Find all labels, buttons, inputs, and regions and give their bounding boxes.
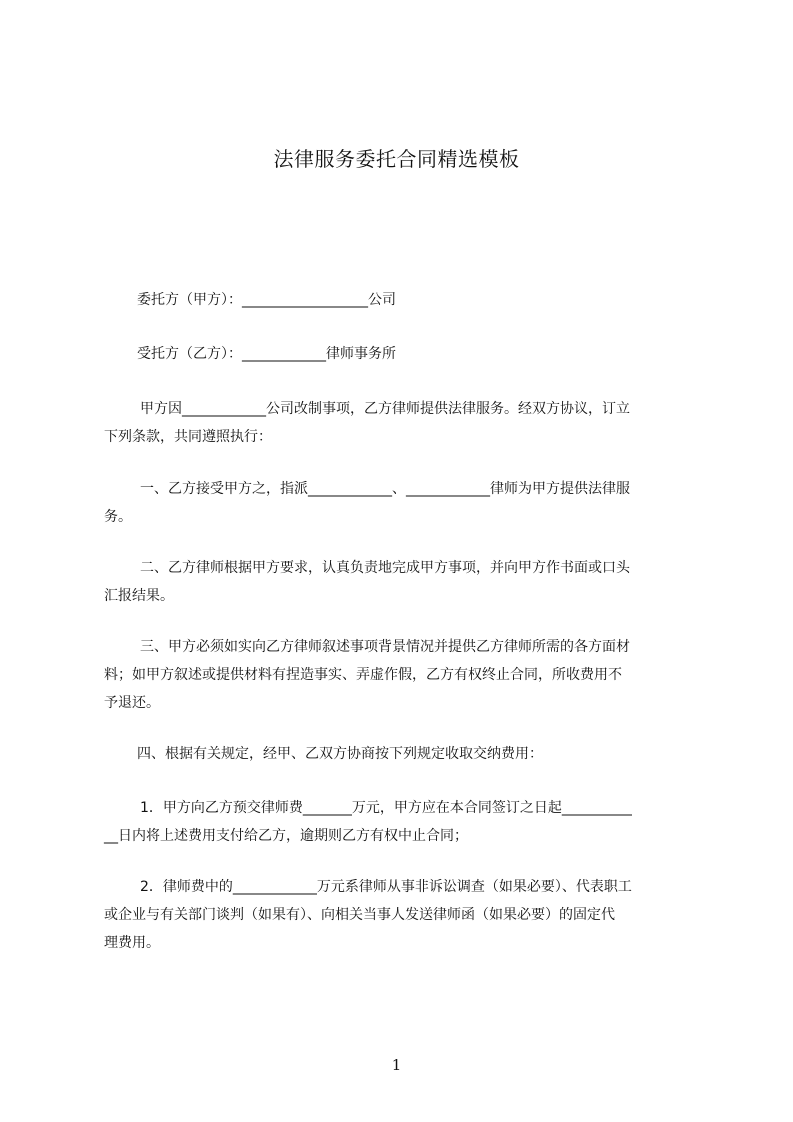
clause-1-paragraph: [104, 475, 704, 531]
fee-item-2-paragraph: [104, 873, 704, 957]
clause-3-line-2: 料；如甲方叙述或提供材料有捏造事实、弄虚作假，乙方有权终止合同，所收费用不: [104, 667, 622, 683]
clause-3-line-1: 三、甲方必须如实向乙方律师叙述事项背景情况并提供乙方律师所需的各方面材: [140, 639, 630, 655]
fee-item-1-line-1: 1．甲方向乙方预交律师费_______万元，甲方应在本合同签订之日起__________: [140, 800, 632, 816]
intro-paragraph: [104, 395, 704, 451]
client-party-text: 委托方（甲方）：__________________公司: [137, 292, 396, 308]
intro-line-1: 甲方因____________公司改制事项，乙方律师提供法律服务。经双方协议，订立: [140, 401, 630, 417]
client-party-line: [104, 286, 704, 314]
intro-line-2: 下列条款，共同遵照执行：: [104, 429, 272, 445]
fee-item-2-line-2: 或企业与有关部门谈判（如果有）、向相关当事人发送律师函（如果必要）的固定代: [104, 907, 615, 923]
clause-3-line-3: 予退还。: [104, 695, 160, 711]
fee-item-1-line-2: __日内将上述费用支付给乙方，逾期则乙方有权中止合同；: [104, 828, 468, 844]
clause-2-line-1: 二、乙方律师根据甲方要求，认真负责地完成甲方事项，并向甲方作书面或口头: [140, 560, 630, 576]
agent-party-line: [104, 340, 704, 368]
clause-2-line-2: 汇报结果。: [104, 588, 174, 604]
clause-4-paragraph: [104, 740, 704, 768]
fee-item-2-line-3: 理费用。: [104, 935, 160, 951]
clause-2-paragraph: [104, 554, 704, 610]
fee-item-2-line-1: 2．律师费中的____________万元系律师从事非诉讼调查（如果必要）、代表职工: [140, 879, 632, 895]
agent-party-text: 受托方（乙方）：____________律师事务所: [137, 346, 396, 362]
clause-3-paragraph: [104, 633, 704, 717]
page-number: 1: [391, 1056, 402, 1074]
clause-1-line-1: 一、乙方接受甲方之，指派____________、____________律师为甲方提供法律服: [140, 481, 630, 497]
clause-1-line-2: 务。: [104, 509, 132, 525]
document-title: 法律服务委托合同精选模板: [273, 147, 520, 171]
fee-item-1-paragraph: [104, 794, 704, 850]
clause-4-line-1: 四、根据有关规定，经甲、乙双方协商按下列规定收取交纳费用：: [137, 746, 543, 762]
